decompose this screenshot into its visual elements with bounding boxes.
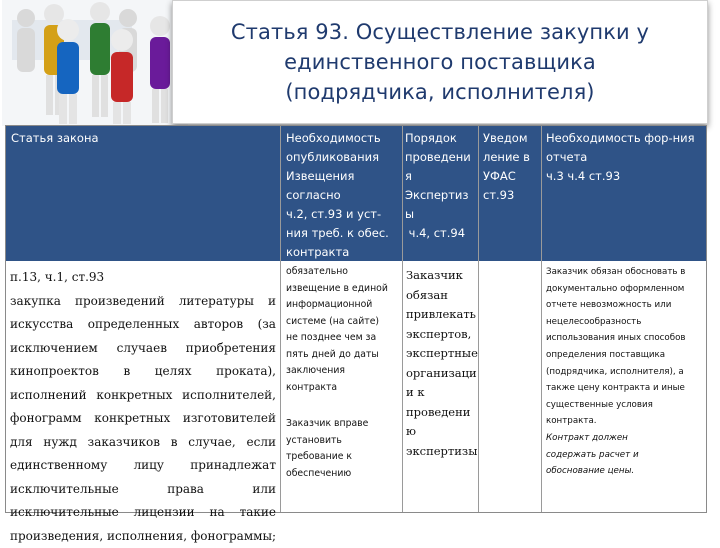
cell-report: Заказчик обязан обосновать в документально оформленном отчете невозможность или нецелесообразность использования иных способов определения поставщика (подрядчика, исполнителя), а также цену контракта и иные существенные условия контракта. Контракт должен содержать расчет и обоснование цены. [546,267,686,477]
title-line-1: Статья 93. Осуществление закупки у [230,20,650,44]
header-report: Необходимость фор-ния отчета ч.3 ч.4 ст.93 [546,131,695,183]
column-divider [402,126,403,512]
column-divider [478,126,479,512]
header-law: Статья закона [11,131,99,145]
column-divider [280,126,281,512]
title-line-2: единственного поставщика [284,50,596,74]
column-divider [541,126,542,512]
cell-law-text: п.13, ч.1, ст.93 закупка произведений литературы и искусства определенных авторов (за исключением случаев приобретения кинопроектов в целях проката), исполнений конкретных исполнителей, фонограмм конкретных изготовителей для нужд заказчиков в случае, если единственному лицу принадлежат исключительные права или исключительные лицензии на такие произведения, исполнения, фонограммы; [10,270,277,543]
cell-publication-requirement: обязательно извещение в единой информационной системе (на сайте) не позднее чем за пять дней до даты заключения контракта [286,266,388,393]
procurement-table [5,125,707,543]
header-publication: Необходимость опубликования Извещения согласно ч.2, ст.93 и уст- ния треб. к обес. контракта [286,131,389,259]
title-line-3: (подрядчика, исполнителя) [285,80,595,104]
cell-publication-security: Заказчик вправе установить требование к обеспечению [286,418,369,479]
slide-title [172,0,708,124]
header-ufas: Уведом ление в УФАС ст.93 [483,131,530,202]
cell-expertise: Заказчик обязан привлекать экспертов, экспертные организаци и к проведени ю экспертизы [406,268,478,458]
business-people-illustration [2,0,188,126]
header-expertise: Порядок проведени я Экспертиз ы ч.4, ст.94 [405,131,471,240]
